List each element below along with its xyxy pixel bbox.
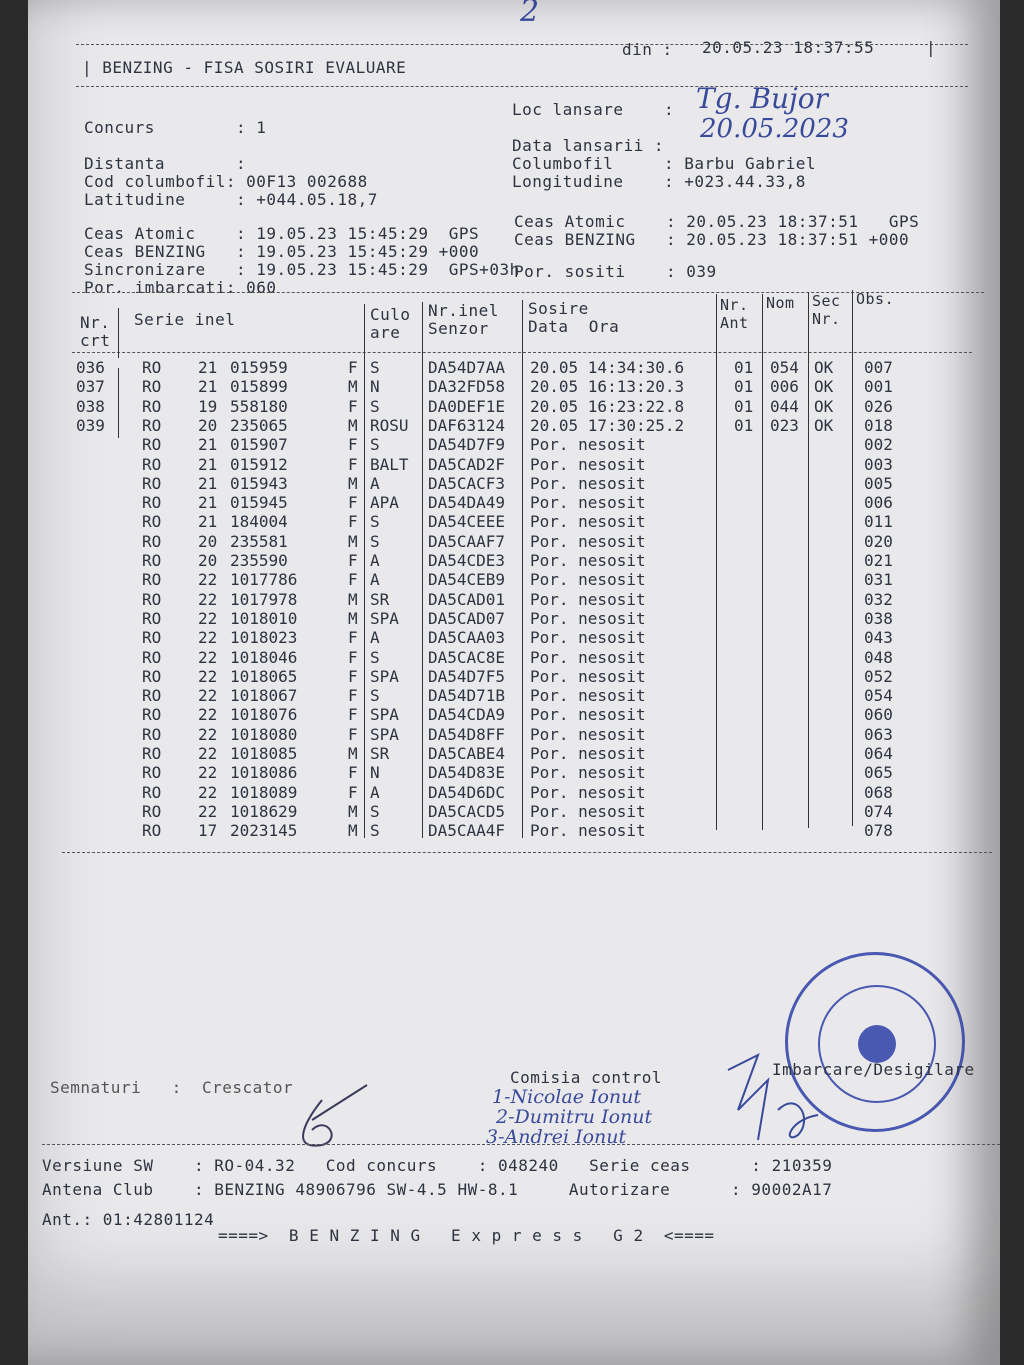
stamp-inner-ring [818,985,936,1103]
cell-sosire: 20.05 17:30:25.2 [530,415,685,435]
cell-ant: 01 [734,415,754,435]
cell-tara: RO [142,551,162,570]
print-date: 20.05.23 18:37:55 [702,38,875,57]
cell-tara: RO [142,358,162,377]
cell-inel: 015945 [230,493,288,513]
cell-inel: 1018046 [230,647,298,667]
cell-senzor: DA5CAD2F [428,454,506,474]
cell-cul: S [370,647,380,667]
cell-tara: RO [142,628,162,648]
latitudine-line: Latitudine : +044.05.18,7 [84,190,378,209]
cell-cul: S [370,821,380,841]
cell-inel: 1018076 [230,705,298,725]
cell-tara: RO [142,782,162,802]
cell-obs: 026 [864,396,893,416]
cell-tara: RO [142,435,162,455]
commission-member-1: 1-Nicolae Ionut [492,1086,642,1108]
cell-cul: APA [370,493,399,513]
cell-inel: 1018629 [230,801,298,821]
cell-inel: 1017786 [230,570,298,590]
cell-sosire: Por. nesosit [530,705,646,725]
table-row [28,358,968,378]
column-line [118,308,119,358]
cell-senzor: DA5CAC8E [428,647,506,667]
top-mark: 2 [520,0,540,29]
cell-an: 21 [198,473,218,493]
cell-sosire: Por. nesosit [530,724,646,744]
cell-an: 21 [198,358,218,377]
cell-inel: 015943 [230,473,288,493]
cell-nr: 038 [76,396,105,416]
cell-obs: 078 [864,821,893,841]
cell-inel: 558180 [230,396,288,416]
table-row [28,435,968,455]
print-date-label: din : [622,40,673,59]
cell-cul: SPA [370,666,399,686]
cell-cul: BALT [370,454,409,474]
imbarcare-label: Imbarcare/Desigilare [772,1060,975,1079]
cell-sex: M [348,821,358,841]
cell-sosire: Por. nesosit [530,647,646,667]
cell-obs: 038 [864,608,893,628]
cell-sex: F [348,647,358,667]
cell-cul: S [370,512,380,532]
antena-line: Antena Club : BENZING 48906796 SW-4.5 HW-8.1 Autorizare : 90002A17 [42,1180,833,1199]
cell-cul: A [370,473,380,493]
table-row [28,474,968,494]
semnaturi-line: Semnaturi : Crescator [50,1078,294,1097]
cell-sosire: 20.05 14:34:30.6 [530,358,685,377]
cell-senzor: DAF63124 [428,415,506,435]
receipt-paper [28,0,1000,1365]
cell-senzor: DA5CAD07 [428,608,506,628]
cell-tara: RO [142,415,162,435]
cell-senzor: DA54D6DC [428,782,506,802]
table-row [28,377,968,397]
cell-an: 22 [198,724,218,744]
cell-sec: OK [814,358,834,377]
cell-senzor: DA5CACF3 [428,473,506,493]
cell-sec: OK [814,377,834,397]
col-nr-ant: Nr. Ant [720,296,749,332]
cell-tara: RO [142,724,162,744]
table-row [28,686,968,706]
cell-an: 22 [198,782,218,802]
cell-sex: F [348,435,358,455]
cell-sex: F [348,512,358,532]
cell-cul: N [370,377,380,397]
cell-ant: 01 [734,396,754,416]
loc-lansare-value: Tg. Bujor [696,82,828,115]
ceas-atomic-line: Ceas Atomic : 19.05.23 15:45:29 GPS [84,224,480,243]
cell-nom: 054 [770,358,799,377]
cell-senzor: DA54D7AA [428,358,506,377]
table-row [28,532,968,552]
cell-obs: 020 [864,531,893,551]
cell-cul: S [370,435,380,455]
por-sositi-line: Por. sositi : 039 [514,262,717,281]
cell-obs: 060 [864,705,893,725]
cell-inel: 184004 [230,512,288,532]
cell-obs: 002 [864,435,893,455]
cell-an: 22 [198,763,218,783]
cell-sex: F [348,396,358,416]
cell-senzor: DA5CAAF7 [428,531,506,551]
cell-tara: RO [142,666,162,686]
cell-nr: 037 [76,377,105,397]
loc-lansare-label: Loc lansare : [512,100,675,119]
cell-tara: RO [142,512,162,532]
cell-senzor: DA54CDE3 [428,551,506,570]
cell-an: 22 [198,705,218,725]
versiune-line: Versiune SW : RO-04.32 Cod concurs : 048240 Serie ceas : 210359 [42,1156,833,1175]
cell-inel: 015899 [230,377,288,397]
cell-sex: F [348,724,358,744]
cell-an: 22 [198,647,218,667]
cell-sex: M [348,377,358,397]
cell-tara: RO [142,589,162,609]
table-row [28,648,968,668]
cell-cul: SPA [370,705,399,725]
cell-an: 21 [198,493,218,513]
cell-cul: N [370,763,380,783]
cell-senzor: DA54DA49 [428,493,506,513]
cell-sex: F [348,666,358,686]
cell-sex: F [348,628,358,648]
cell-nom: 006 [770,377,799,397]
cell-sosire: Por. nesosit [530,493,646,513]
ceas-atomic-right-line: Ceas Atomic : 20.05.23 18:37:51 GPS [514,212,920,231]
cell-cul: S [370,686,380,706]
cell-an: 22 [198,744,218,763]
cell-obs: 068 [864,782,893,802]
cell-an: 21 [198,377,218,397]
cell-sex: M [348,801,358,821]
cell-inel: 015959 [230,358,288,377]
cell-tara: RO [142,473,162,493]
cell-an: 19 [198,396,218,416]
cell-inel: 015912 [230,454,288,474]
cell-nr: 039 [76,415,105,435]
cell-ant: 01 [734,358,754,377]
cell-cul: SR [370,744,390,763]
cell-obs: 011 [864,512,893,532]
cell-sex: F [348,358,358,377]
cell-sex: F [348,570,358,590]
cell-sosire: Por. nesosit [530,570,646,590]
cell-senzor: DA5CAD01 [428,589,506,609]
ceas-benzing-line: Ceas BENZING : 19.05.23 15:45:29 +000 [84,242,480,261]
cell-senzor: DA5CACD5 [428,801,506,821]
cell-an: 20 [198,415,218,435]
table-row [28,628,968,648]
cell-sex: M [348,608,358,628]
cell-cul: S [370,801,380,821]
cell-inel: 1018010 [230,608,298,628]
cell-sosire: Por. nesosit [530,608,646,628]
cell-senzor: DA54D83E [428,763,506,783]
cell-sex: F [348,454,358,474]
divider [42,1144,1000,1145]
cell-obs: 043 [864,628,893,648]
col-nr-inel-senzor: Nr.inel Senzor [428,301,499,338]
cell-tara: RO [142,531,162,551]
cell-sosire: Por. nesosit [530,782,646,802]
cell-inel: 015907 [230,435,288,455]
cell-an: 21 [198,435,218,455]
cell-inel: 1018023 [230,628,298,648]
cell-sosire: Por. nesosit [530,531,646,551]
cell-sosire: Por. nesosit [530,801,646,821]
cell-an: 21 [198,512,218,532]
cell-obs: 052 [864,666,893,686]
brand-line: ====> B E N Z I N G E x p r e s s G 2 <==== [218,1226,715,1245]
cell-sex: F [348,551,358,570]
cell-inel: 1017978 [230,589,298,609]
cell-sex: F [348,686,358,706]
table-row [28,609,968,629]
col-obs: Obs. [856,290,895,308]
cod-columbofil-line: Cod columbofil: 00F13 002688 [84,172,368,191]
cell-obs: 021 [864,551,893,570]
cell-senzor: DA54CEB9 [428,570,506,590]
cell-tara: RO [142,493,162,513]
cell-senzor: DA5CABE4 [428,744,506,763]
cell-tara: RO [142,705,162,725]
cell-sosire: Por. nesosit [530,589,646,609]
divider [76,86,968,87]
cell-sex: M [348,589,358,609]
cell-obs: 065 [864,763,893,783]
title-end-bar: | [926,38,937,57]
cell-an: 22 [198,666,218,686]
cell-tara: RO [142,763,162,783]
cell-an: 22 [198,589,218,609]
ceas-benzing-right-line: Ceas BENZING : 20.05.23 18:37:51 +000 [514,230,910,249]
distanta-line: Distanta : [84,154,247,173]
por-imbarcati-line: Por. imbarcati: 060 [84,278,277,297]
cell-senzor: DA32FD58 [428,377,506,397]
comisia-control-label: Comisia control [510,1068,662,1087]
cell-sex: M [348,473,358,493]
cell-obs: 054 [864,686,893,706]
cell-inel: 1018089 [230,782,298,802]
cell-senzor: DA54CEEE [428,512,506,532]
cell-sex: M [348,744,358,763]
cell-sosire: Por. nesosit [530,763,646,783]
table-row [28,493,968,513]
cell-sosire: Por. nesosit [530,512,646,532]
ant-line: Ant.: 01:42801124 [42,1210,215,1229]
cell-cul: A [370,782,380,802]
cell-senzor: DA0DEF1E [428,396,506,416]
cell-tara: RO [142,608,162,628]
cell-obs: 032 [864,589,893,609]
cell-cul: S [370,531,380,551]
cell-an: 20 [198,551,218,570]
data-lansarii-value: 20.05.2023 [700,114,849,144]
table-row [28,397,968,417]
cell-sosire: Por. nesosit [530,454,646,474]
commission-member-3: 3-Andrei Ionut [486,1126,627,1148]
cell-senzor: DA54CDA9 [428,705,506,725]
cell-an: 22 [198,570,218,590]
cell-nom: 023 [770,415,799,435]
cell-cul: SR [370,589,390,609]
col-sec-nr: Sec Nr. [812,292,841,328]
cell-sosire: Por. nesosit [530,744,646,763]
cell-senzor: DA54D71B [428,686,506,706]
cell-cul: ROSU [370,415,409,435]
cell-tara: RO [142,821,162,841]
cell-tara: RO [142,377,162,397]
cell-sosire: Por. nesosit [530,821,646,841]
table-row [28,416,968,436]
cell-senzor: DA5CAA03 [428,628,506,648]
sincronizare-line: Sincronizare : 19.05.23 15:45:29 GPS+03h [84,260,520,279]
cell-inel: 235581 [230,531,288,551]
table-row [28,551,968,571]
cell-sex: M [348,415,358,435]
cell-an: 22 [198,608,218,628]
cell-an: 17 [198,821,218,841]
cell-obs: 007 [864,358,893,377]
cell-cul: A [370,570,380,590]
table-row [28,744,968,764]
cell-sosire: Por. nesosit [530,435,646,455]
table-row [28,802,968,822]
concurs-line: Concurs : 1 [84,118,267,137]
cell-obs: 018 [864,415,893,435]
cell-sex: M [348,531,358,551]
cell-inel: 235065 [230,415,288,435]
cell-cul: A [370,551,380,570]
table-row [28,590,968,610]
table-row [28,570,968,590]
cell-tara: RO [142,744,162,763]
cell-sex: F [348,705,358,725]
table-row [28,783,968,803]
commission-member-2: 2-Dumitru Ionut [496,1106,653,1128]
cell-sosire: Por. nesosit [530,686,646,706]
cell-tara: RO [142,801,162,821]
table-row [28,821,968,841]
col-nom: Nom [766,294,795,312]
col-culoare: Culo are [370,305,411,342]
cell-sec: OK [814,415,834,435]
cell-sex: F [348,782,358,802]
cell-obs: 063 [864,724,893,744]
cell-obs: 048 [864,647,893,667]
cell-senzor: DA54D7F9 [428,435,506,455]
cell-obs: 001 [864,377,893,397]
cell-senzor: DA54D7F5 [428,666,506,686]
cell-obs: 074 [864,801,893,821]
cell-an: 20 [198,531,218,551]
col-serie-inel: Serie inel [134,310,236,329]
cell-sosire: Por. nesosit [530,551,646,570]
table-row [28,725,968,745]
breeder-signature-icon [282,1080,372,1160]
cell-an: 22 [198,628,218,648]
cell-obs: 064 [864,744,893,763]
cell-cul: SPA [370,724,399,744]
table-row [28,705,968,725]
table-row [28,667,968,687]
table-row [28,512,968,532]
cell-obs: 006 [864,493,893,513]
cell-tara: RO [142,570,162,590]
cell-sosire: 20.05 16:23:22.8 [530,396,685,416]
cell-inel: 235590 [230,551,288,570]
report-title: | BENZING - FISA SOSIRI EVALUARE [82,58,407,77]
cell-inel: 1018086 [230,763,298,783]
data-lansarii-label: Data lansarii : [512,136,664,155]
cell-senzor: DA5CAA4F [428,821,506,841]
commission-signature-icon [718,1050,828,1150]
cell-sec: OK [814,396,834,416]
cell-tara: RO [142,686,162,706]
cell-inel: 2023145 [230,821,298,841]
cell-an: 22 [198,686,218,706]
cell-obs: 003 [864,454,893,474]
cell-nr: 036 [76,358,105,377]
longitudine-line: Longitudine : +023.44.33,8 [512,172,806,191]
cell-ant: 01 [734,377,754,397]
cell-inel: 1018080 [230,724,298,744]
cell-an: 22 [198,801,218,821]
cell-cul: SPA [370,608,399,628]
cell-sex: F [348,763,358,783]
table-row [28,455,968,475]
cell-an: 21 [198,454,218,474]
cell-sosire: Por. nesosit [530,628,646,648]
cell-sex: F [348,493,358,513]
col-sosire: Sosire Data Ora [528,299,620,336]
cell-cul: A [370,628,380,648]
cell-obs: 031 [864,570,893,590]
cell-sosire: Por. nesosit [530,666,646,686]
cell-sosire: 20.05 16:13:20.3 [530,377,685,397]
col-nr-crt: Nr. crt [80,313,111,350]
cell-tara: RO [142,454,162,474]
cell-cul: S [370,396,380,416]
cell-inel: 1018085 [230,744,298,763]
cell-tara: RO [142,647,162,667]
divider [62,852,992,853]
cell-obs: 005 [864,473,893,493]
table-row [28,763,968,783]
cell-sosire: Por. nesosit [530,473,646,493]
cell-tara: RO [142,396,162,416]
cell-inel: 1018065 [230,666,298,686]
cell-cul: S [370,358,380,377]
cell-inel: 1018067 [230,686,298,706]
pigeon-emblem-icon [858,1025,896,1063]
cell-senzor: DA54D8FF [428,724,506,744]
cell-nom: 044 [770,396,799,416]
divider [72,292,984,293]
columbofil-line: Columbofil : Barbu Gabriel [512,154,816,173]
